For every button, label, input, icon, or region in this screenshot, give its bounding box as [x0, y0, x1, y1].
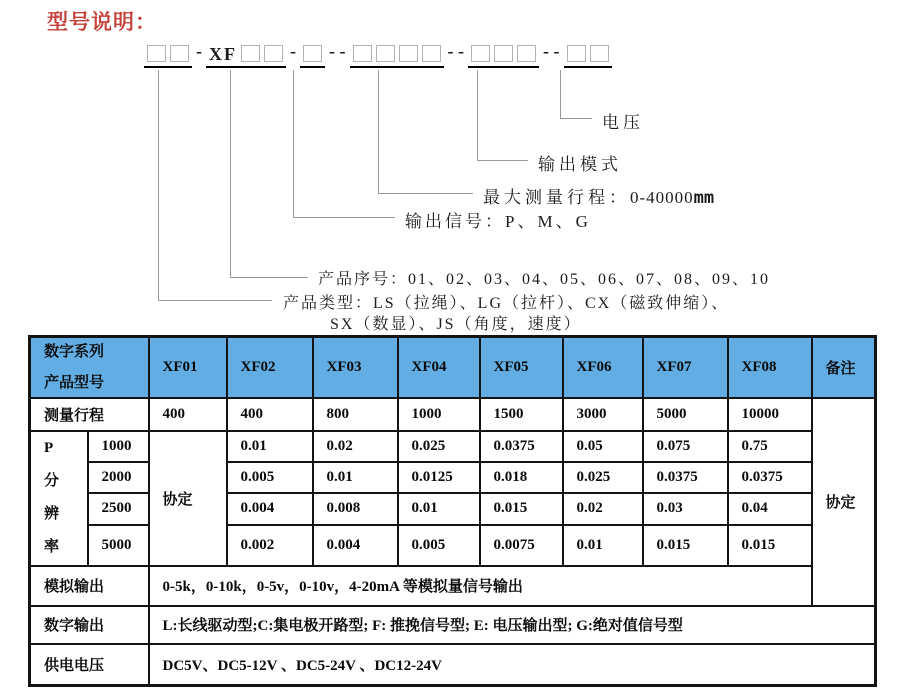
resolution-value-cell: 0.004 [313, 525, 398, 566]
model-header-cell: XF04 [398, 337, 480, 398]
model-digit-box [422, 45, 441, 62]
output-signal-label: 输出信号：P、M、G [405, 212, 591, 231]
travel-value-cell: 800 [313, 398, 398, 431]
output-signal-leader-hline [293, 217, 395, 218]
resolution-label-char: 率 [44, 539, 60, 555]
resolution-value-cell: 0.025 [398, 431, 480, 462]
resolution-row-1000 [30, 431, 876, 462]
max-travel-label [483, 183, 714, 208]
travel-value-cell: 400 [149, 398, 227, 431]
voltage-label: 电压 [602, 113, 644, 132]
model-header-cell: XF07 [643, 337, 728, 398]
resolution-value-cell: 0.075 [643, 431, 728, 462]
product-serial-label: 产品序号：01、02、03、04、05、06、07、08、09、10 [318, 271, 771, 288]
resolution-value-cell: 0.018 [480, 462, 563, 493]
resolution-label-cell [30, 431, 88, 566]
resolution-value-cell: 0.004 [227, 493, 313, 525]
travel-row [30, 398, 876, 431]
model-group-output-signal [300, 45, 325, 68]
output-mode-label: 输出模式 [538, 155, 622, 174]
resolution-value-cell: 0.025 [563, 462, 643, 493]
resolution-value-cell: 0.01 [313, 462, 398, 493]
power-supply-row [30, 644, 876, 686]
analog-value-cell: 0-5k，0-10k，0-5v，0-10v，4-20mA 等模拟量信号输出 [149, 566, 812, 606]
travel-value-cell: 5000 [643, 398, 728, 431]
model-digit-box [471, 45, 490, 62]
model-digit-box [376, 45, 395, 62]
model-prefix-xf: XF [209, 44, 237, 64]
max-travel-label-text: 最大测量行程： [483, 188, 630, 207]
resolution-value-cell: 0.02 [563, 493, 643, 525]
travel-value-cell: 10000 [728, 398, 812, 431]
header-corner-cell [30, 337, 149, 398]
model-digit-box [353, 45, 372, 62]
product-serial-leader-hline [230, 277, 308, 278]
resolution-value-cell: 0.0375 [643, 462, 728, 493]
model-digit-box [517, 45, 536, 62]
resolution-value-cell: 0.008 [313, 493, 398, 525]
resolution-value-cell: 0.75 [728, 431, 812, 462]
model-digit-box [303, 45, 322, 62]
power-label-cell: 供电电压 [30, 644, 149, 686]
resolution-value-cell: 0.005 [398, 525, 480, 566]
product-serial-leader-vline [230, 70, 231, 277]
model-group-max-travel [350, 45, 444, 68]
header-row [30, 337, 876, 398]
max-travel-unit: mm [693, 188, 715, 208]
digital-label-cell: 数字输出 [30, 606, 149, 644]
remark-header-cell: 备注 [812, 337, 876, 398]
resolution-value-cell: 0.01 [563, 525, 643, 566]
model-code-line [144, 42, 612, 68]
product-type-leader-vline [158, 70, 159, 300]
model-digit-box [494, 45, 513, 62]
model-header-cell: XF03 [313, 337, 398, 398]
resolution-value-cell: 0.005 [227, 462, 313, 493]
spec-table [28, 335, 877, 687]
model-separator: - - [447, 41, 464, 61]
resolution-value-cell: 0.02 [313, 431, 398, 462]
resolution-value-cell: 0.0375 [480, 431, 563, 462]
resolution-value-cell: 0.03 [643, 493, 728, 525]
model-digit-box [590, 45, 609, 62]
output-signal-leader-vline [293, 70, 294, 217]
resolution-level-cell: 1000 [88, 431, 149, 462]
resolution-label-char: 分 [44, 473, 60, 489]
model-group-voltage [564, 45, 612, 68]
resolution-value-cell: 0.015 [480, 493, 563, 525]
model-digit-box [567, 45, 586, 62]
travel-value-cell: 1000 [398, 398, 480, 431]
resolution-value-cell: 0.0075 [480, 525, 563, 566]
product-type-leader-hline [158, 300, 272, 301]
travel-value-cell: 3000 [563, 398, 643, 431]
power-value-cell: DC5V、DC5-12V 、DC5-24V 、DC12-24V [149, 644, 876, 686]
product-type-label-line1: 产品类型：LS（拉绳）、LG（拉杆）、CX（磁致伸缩）、 [283, 295, 730, 312]
travel-value-cell: 1500 [480, 398, 563, 431]
model-group-output-mode [468, 45, 539, 68]
digital-value-cell: L:长线驱动型;C:集电极开路型; F: 推挽信号型; E: 电压输出型; G:绝对值信号型 [149, 606, 876, 644]
analog-label-cell: 模拟输出 [30, 566, 149, 606]
model-header-cell: XF06 [563, 337, 643, 398]
corner-line1: 数字系列 [44, 343, 105, 360]
model-header-cell: XF02 [227, 337, 313, 398]
remark-negotiated-cell: 协定 [812, 398, 876, 606]
model-group-series [144, 45, 192, 68]
model-separator: - [196, 41, 202, 61]
resolution-value-cell: 0.04 [728, 493, 812, 525]
resolution-value-cell: 0.01 [398, 493, 480, 525]
model-separator: - - [329, 41, 346, 61]
digital-output-row [30, 606, 876, 644]
output-mode-leader-vline [477, 70, 478, 160]
model-header-cell: XF08 [728, 337, 812, 398]
resolution-value-cell: 0.0375 [728, 462, 812, 493]
model-header-cell: XF01 [149, 337, 227, 398]
model-digit-box [399, 45, 418, 62]
travel-value-cell: 400 [227, 398, 313, 431]
model-group-product-serial [206, 45, 286, 68]
resolution-value-cell: 0.015 [728, 525, 812, 566]
resolution-value-cell: 0.0125 [398, 462, 480, 493]
resolution-level-cell: 2000 [88, 462, 149, 493]
corner-line2: 产品型号 [44, 374, 105, 391]
analog-output-row [30, 566, 876, 606]
page-title: 型号说明： [47, 11, 157, 34]
resolution-label-char: P [44, 440, 54, 456]
resolution-value-cell: 0.002 [227, 525, 313, 566]
resolution-level-cell: 2500 [88, 493, 149, 525]
xf01-negotiated-cell: 协定 [149, 431, 227, 566]
model-header-cell: XF05 [480, 337, 563, 398]
voltage-leader-hline [560, 118, 592, 119]
max-travel-leader-vline [378, 70, 379, 193]
resolution-level-cell: 5000 [88, 525, 149, 566]
model-digit-box [264, 45, 283, 62]
resolution-label-char: 辨 [44, 506, 60, 522]
model-digit-box [147, 45, 166, 62]
travel-label-cell: 测量行程 [30, 398, 149, 431]
model-digit-box [170, 45, 189, 62]
resolution-value-cell: 0.05 [563, 431, 643, 462]
voltage-leader-vline [560, 70, 561, 118]
resolution-value-cell: 0.015 [643, 525, 728, 566]
max-travel-leader-hline [378, 193, 473, 194]
model-separator: - [290, 41, 296, 61]
model-separator: - - [543, 41, 560, 61]
resolution-value-cell: 0.01 [227, 431, 313, 462]
max-travel-range: 0-40000 [630, 188, 694, 207]
model-digit-box [241, 45, 260, 62]
output-mode-leader-hline [477, 160, 528, 161]
product-type-label-line2: SX（数显）、JS（角度，速度） [330, 316, 582, 333]
